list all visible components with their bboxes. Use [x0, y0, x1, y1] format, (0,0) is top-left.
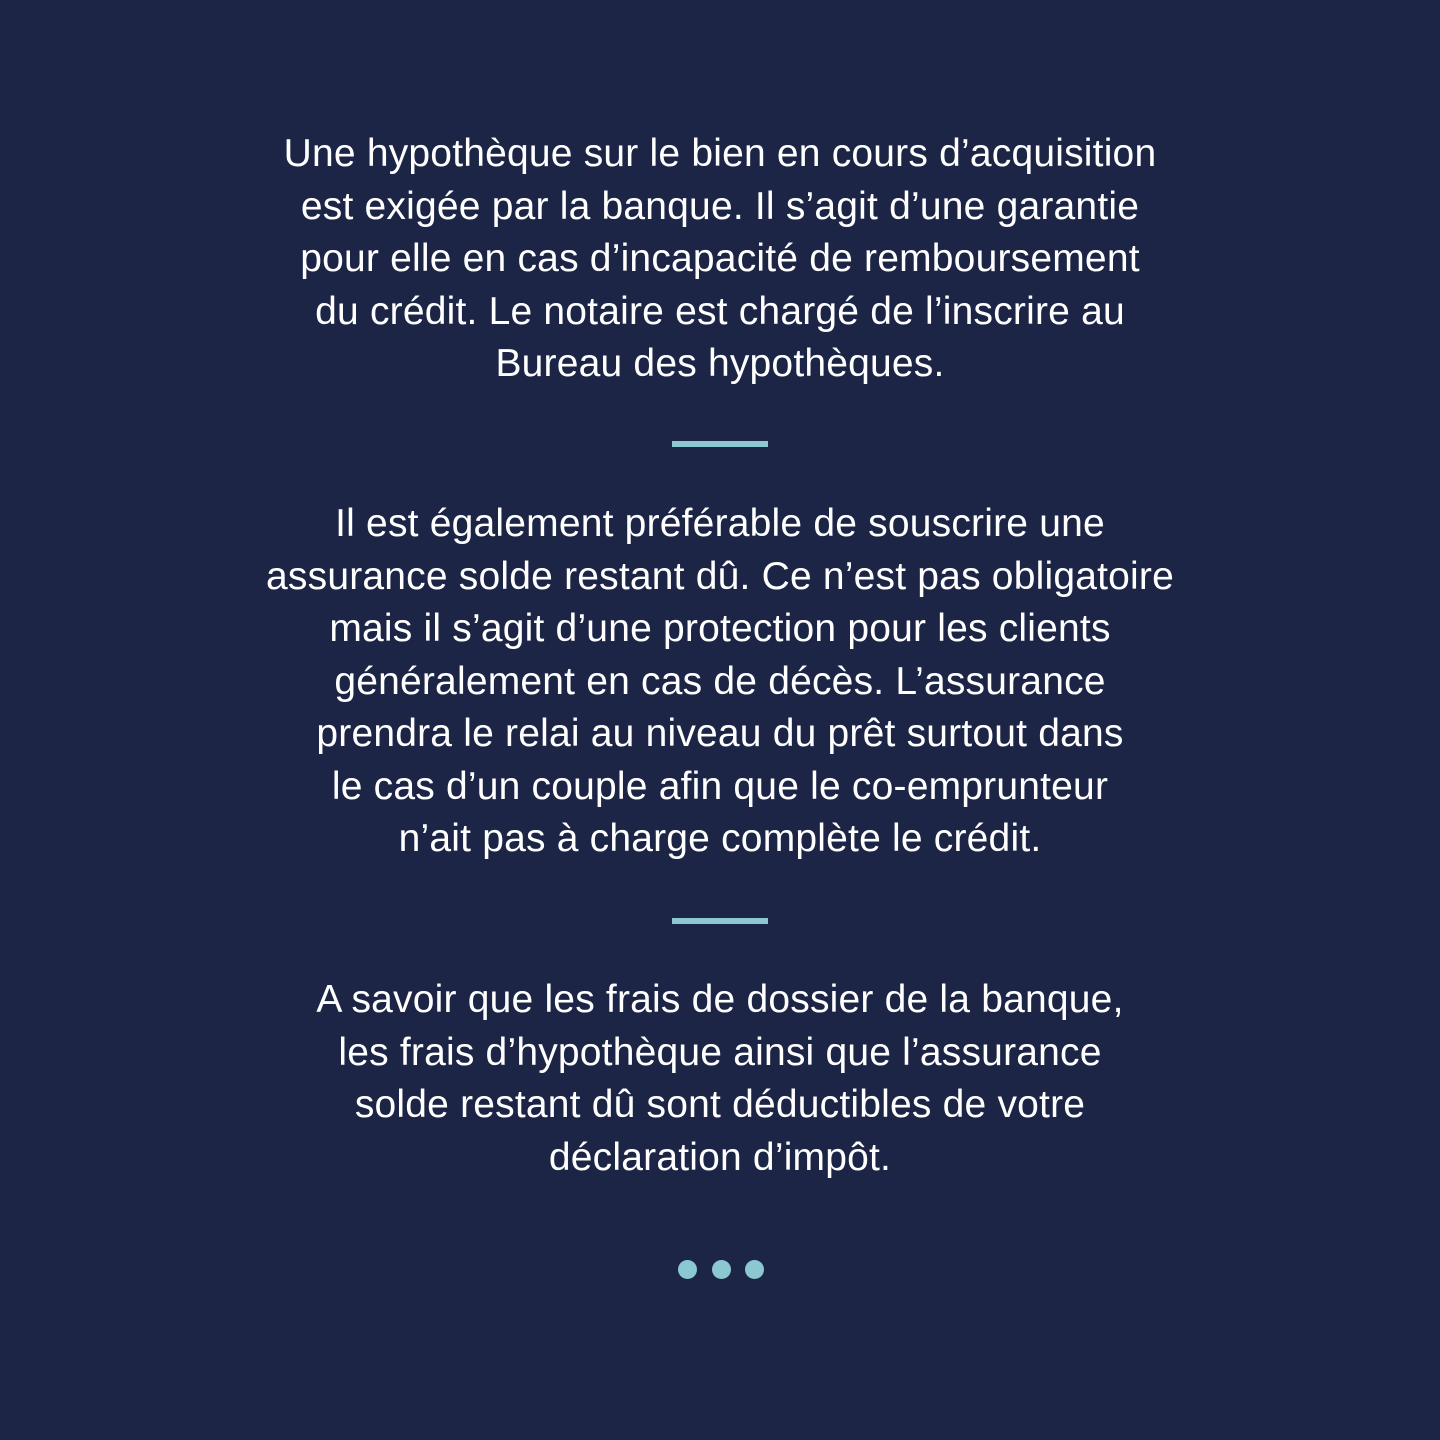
text-line: Bureau des hypothèques.: [495, 342, 945, 385]
text-line: A savoir que les frais de dossier de la banque,: [316, 978, 1124, 1021]
paragraph-deductible-fees: [0, 974, 1440, 1184]
dot: [712, 1260, 731, 1279]
section-divider: [672, 918, 768, 924]
text-line: Il est également préférable de souscrire une: [335, 502, 1105, 545]
text-line: assurance solde restant dû. Ce n’est pas obligatoire: [266, 554, 1174, 598]
text-line: les frais d’hypothèque ainsi que l’assurance: [338, 1030, 1102, 1074]
text-line: mais il s’agit d’une protection pour les clients: [329, 607, 1111, 650]
dot: [745, 1260, 764, 1279]
text-line: pour elle en cas d’incapacité de remboursement: [300, 237, 1140, 280]
text-line: est exigée par la banque. Il s’agit d’une garantie: [300, 184, 1140, 228]
text-line: n’ait pas à charge complète le crédit.: [398, 817, 1042, 860]
dot: [678, 1260, 697, 1279]
section-divider: [672, 441, 768, 447]
text-line: le cas d’un couple afin que le co-emprunteur: [331, 764, 1109, 808]
paragraph-mortgage: [0, 128, 1440, 391]
text-line: du crédit. Le notaire est chargé de l’inscrire au: [315, 289, 1125, 333]
ellipsis-dots-icon: [678, 1258, 764, 1280]
text-line: Une hypothèque sur le bien en cours d’acquisition: [283, 132, 1157, 175]
text-line: généralement en cas de décès. L’assurance: [334, 659, 1106, 703]
text-line: déclaration d’impôt.: [548, 1135, 892, 1179]
text-line: solde restant dû sont déductibles de votre: [354, 1083, 1086, 1126]
text-line: prendra le relai au niveau du prêt surtout dans: [316, 712, 1124, 755]
paragraph-insurance: [0, 498, 1440, 866]
